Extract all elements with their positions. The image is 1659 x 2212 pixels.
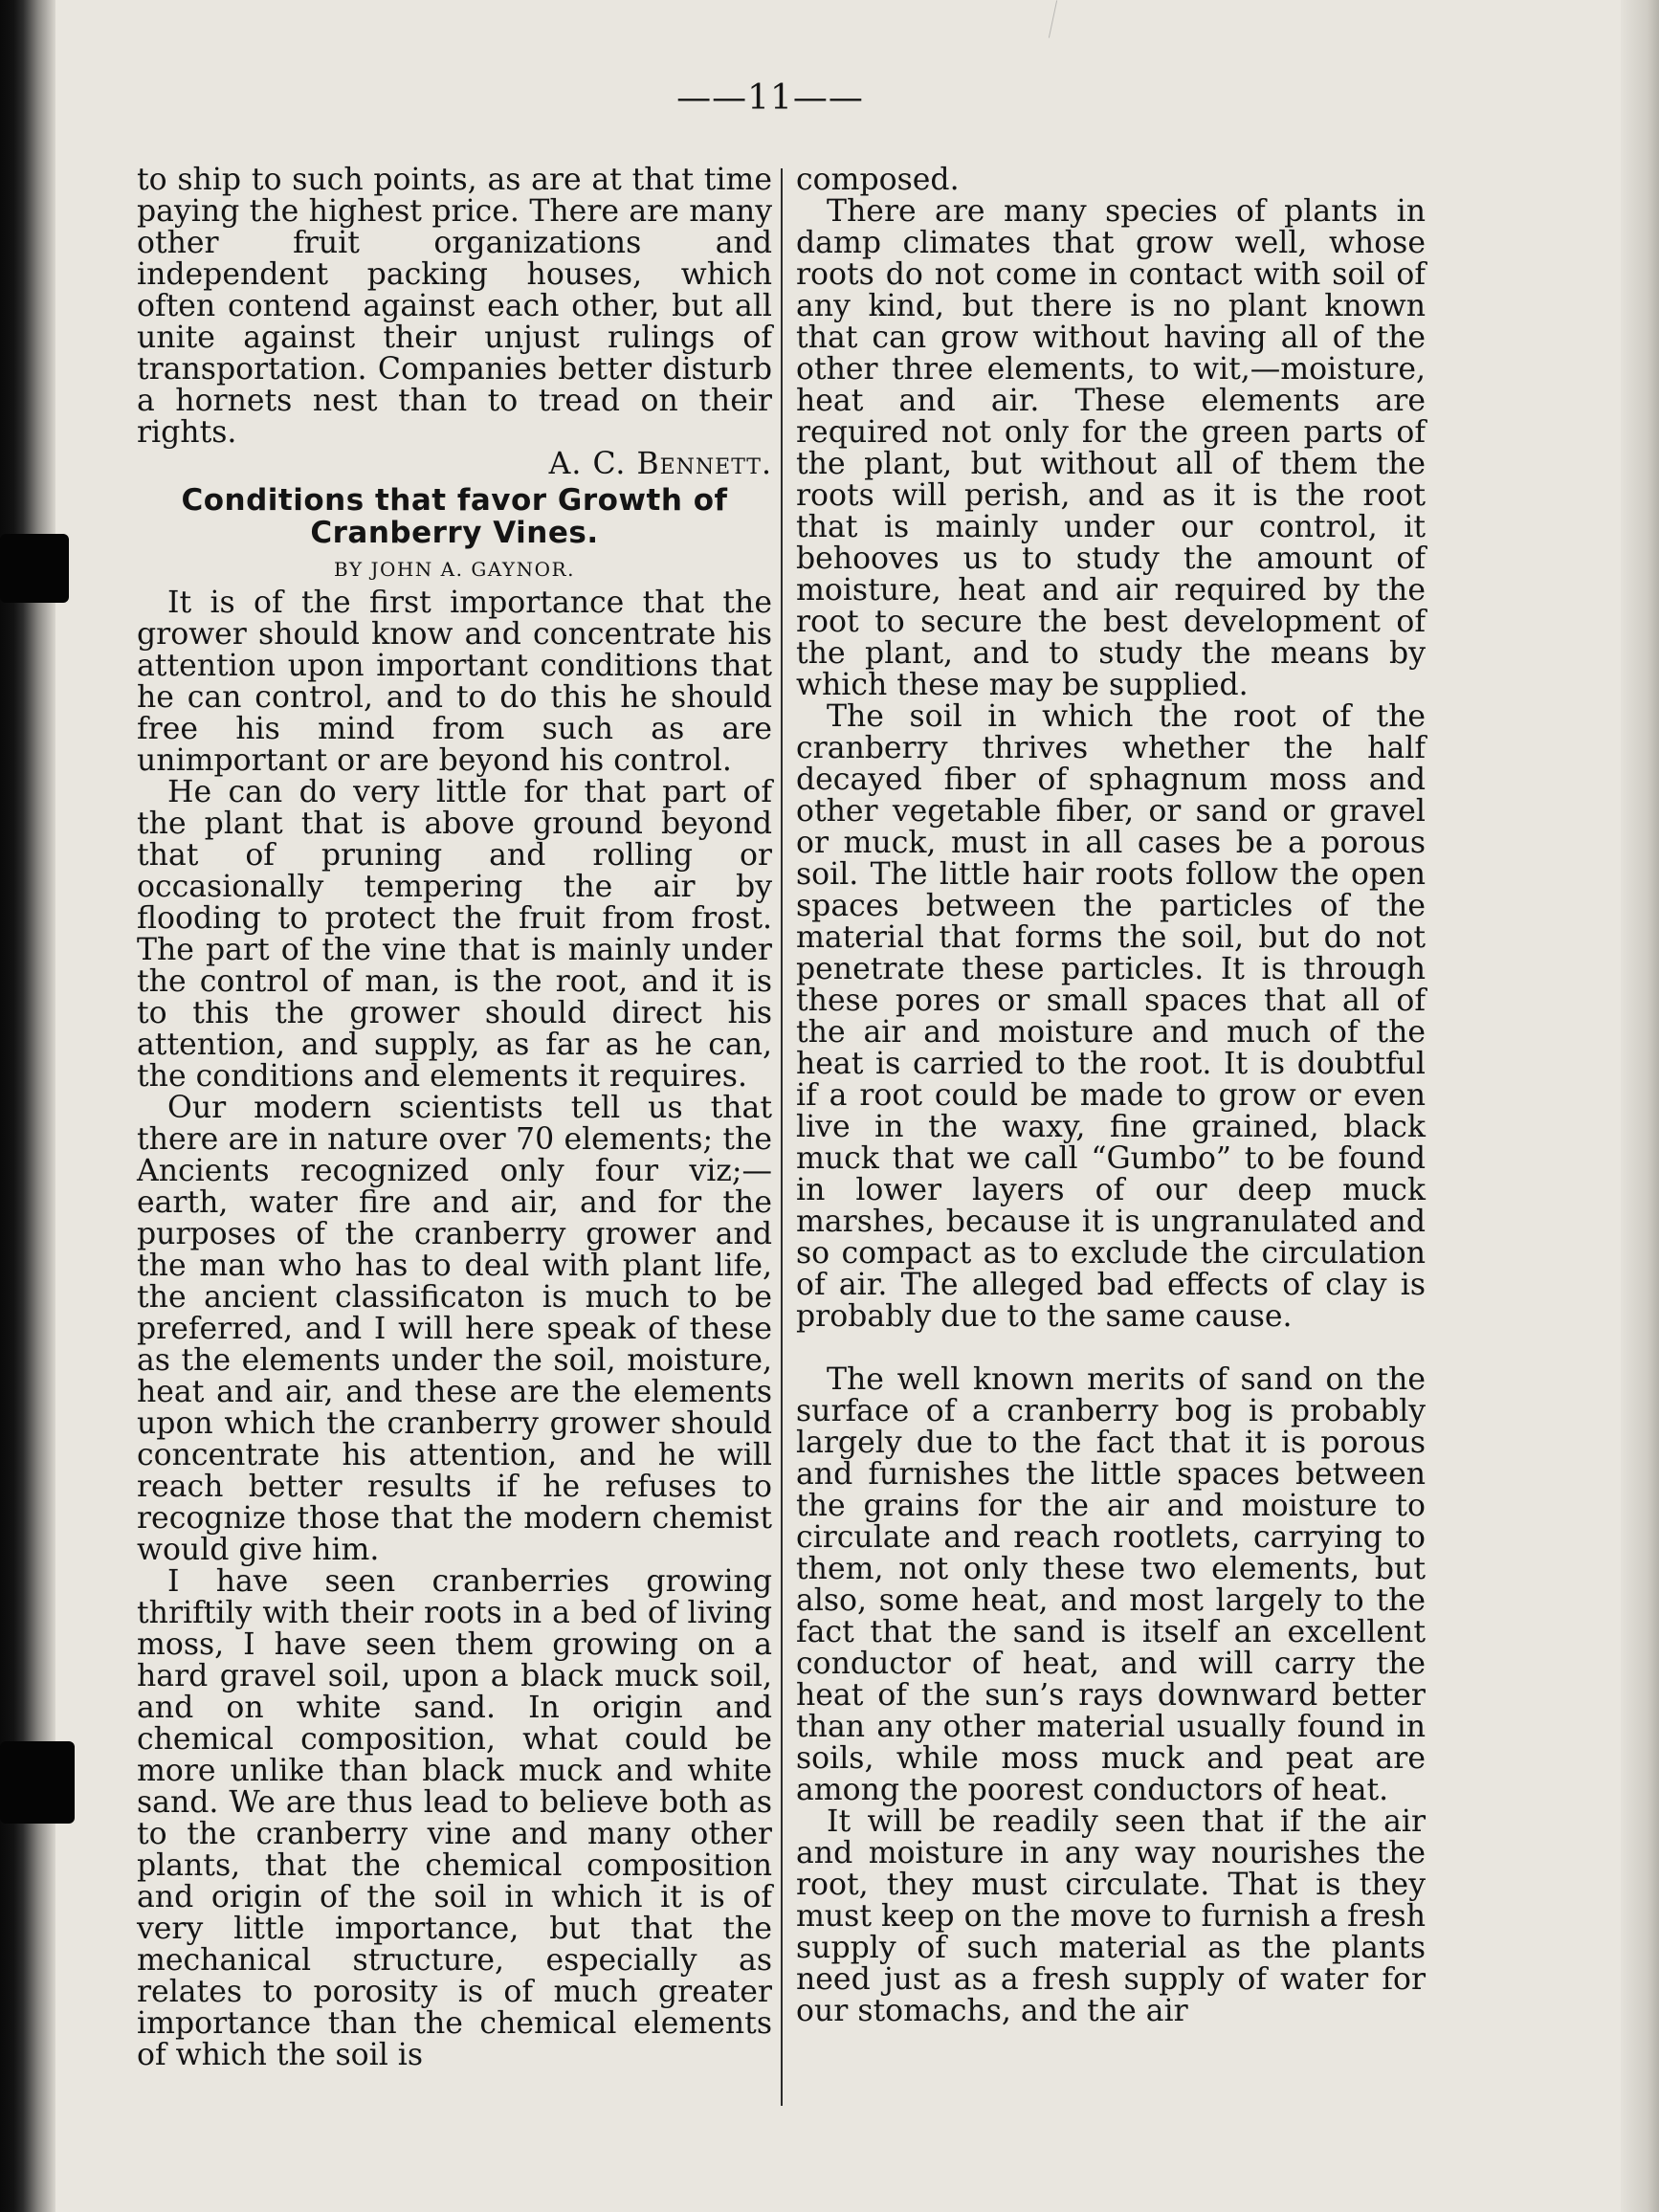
page-binding-shadow bbox=[0, 0, 55, 2212]
left-paragraph-2: He can do very little for that part of the plant that is above ground beyond that of pruning and rolling or occasionally tempering the air by flooding to protect the fruit from frost. The part of the vine that is mainly under the control of man, is the root, and it is to this the grower should direct his attention, and supply, as far as he can, the conditions and elements it requires. bbox=[137, 775, 772, 1094]
article-title: Conditions that favor Growth of Cranberry Vines. bbox=[181, 483, 728, 550]
left-paragraph-3: Our modern scientists tell us that there are in nature over 70 elements; the Ancients recognized only four viz;—earth, water fire and air, and for the purposes of the cranberry grower and the man who has to deal with plant life, the ancient classificaton is much to be preferred, and I will here speak of these as the elements under the soil, moisture, heat and air, and these are the elements upon which the cranberry grower should concentrate his attention, and he will reach better results if he refuses to recognize those that the modern chemist would give him. bbox=[137, 1091, 772, 1567]
column-divider bbox=[781, 168, 783, 2106]
page-number: ——11—— bbox=[676, 78, 864, 118]
page-right-edge bbox=[1621, 0, 1659, 2212]
binding-clip-top bbox=[0, 534, 69, 603]
right-paragraph-1: There are many species of plants in damp climates that grow well, whose roots do not come in contact with soil of any kind, but there is no plant known that can grow without having all of the other three elements, to wit,—moisture, heat and air. These elements are required not only for the green parts of the plant, but without all of them the roots will perish, and as it is the root that is mainly under our control, it behooves us to study the amount of moisture, heat and air required by the root to secure the best development of the plant, and to study the means by which these may be supplied. bbox=[796, 194, 1426, 702]
right-paragraph-4: It will be readily seen that if the air and moisture in any way nourishes the root, they must circulate. That is they must keep on the move to furnish a fresh supply of such material as the plants need just as a fresh supply of water for our stomachs, and the air bbox=[796, 1804, 1426, 2028]
scan-scratch-mark bbox=[1049, 0, 1057, 37]
right-paragraph-3: The well known merits of sand on the surface of a cranberry bog is probably largely due to the fact that it is porous and furnishes the little spaces between the grains for the air and moisture to circulate and reach rootlets, carrying to them, not only these two elements, but also, some heat, and most largely to the fact that the sand is itself an excellent conductor of heat, and will carry the heat of the sun’s rays downward better than any other material usually found in soils, while moss muck and peat are among the poorest conductors of heat. bbox=[796, 1362, 1426, 1807]
continued-text: composed. bbox=[796, 163, 960, 197]
author-signature bbox=[137, 449, 772, 480]
continued-paragraph: to ship to such points, as are at that time paying the highest price. There are many other fruit organizations and independent packing houses, which often contend against each other, but all unite against their unjust rulings of transportation. Companies better disturb a hornets nest than to tread on their rights. bbox=[137, 163, 772, 450]
article-byline: BY JOHN A. GAYNOR. bbox=[334, 558, 575, 581]
signature-name: A. C. Bennett. bbox=[548, 447, 772, 481]
binding-clip-bottom bbox=[0, 1741, 75, 1824]
right-paragraph-2: The soil in which the root of the cranberry thrives whether the half decayed fiber of sphagnum moss and other vegetable fiber, or sand or gravel or muck, must in all cases be a porous soil. The little hair roots follow the open spaces between the particles of the material that forms the soil, but do not penetrate these particles. It is through these pores or small spaces that all of the air and moisture and much of the heat is carried to the root. It is doubtful if a root could be made to grow or even live in the waxy, fine grained, black muck that we call “Gumbo” to be found in lower layers of our deep muck marshes, because it is ungranulated and so compact as to exclude the circulation of air. The alleged bad effects of clay is probably due to the same cause. bbox=[796, 699, 1426, 1334]
left-column bbox=[137, 165, 772, 2071]
right-column bbox=[796, 165, 1426, 2027]
left-paragraph-4: I have seen cranberries growing thriftily with their roots in a bed of living moss, I have seen them growing on a hard gravel soil, upon a black muck soil, and on white sand. In origin and chemical composition, what could be more unlike than black muck and white sand. We are thus lead to believe both as to the cranberry vine and many other plants, that the chemical composition and origin of the soil in which it is of very little importance, but that the mechanical structure, especially as relates to porosity is of much greater importance than the chemical elements of which the soil is bbox=[137, 1564, 772, 2072]
left-paragraph-1: It is of the first importance that the grower should know and concentrate his attention upon important conditions that he can control, and to do this he should free his mind from such as are unimportant or are beyond his control. bbox=[137, 586, 772, 778]
